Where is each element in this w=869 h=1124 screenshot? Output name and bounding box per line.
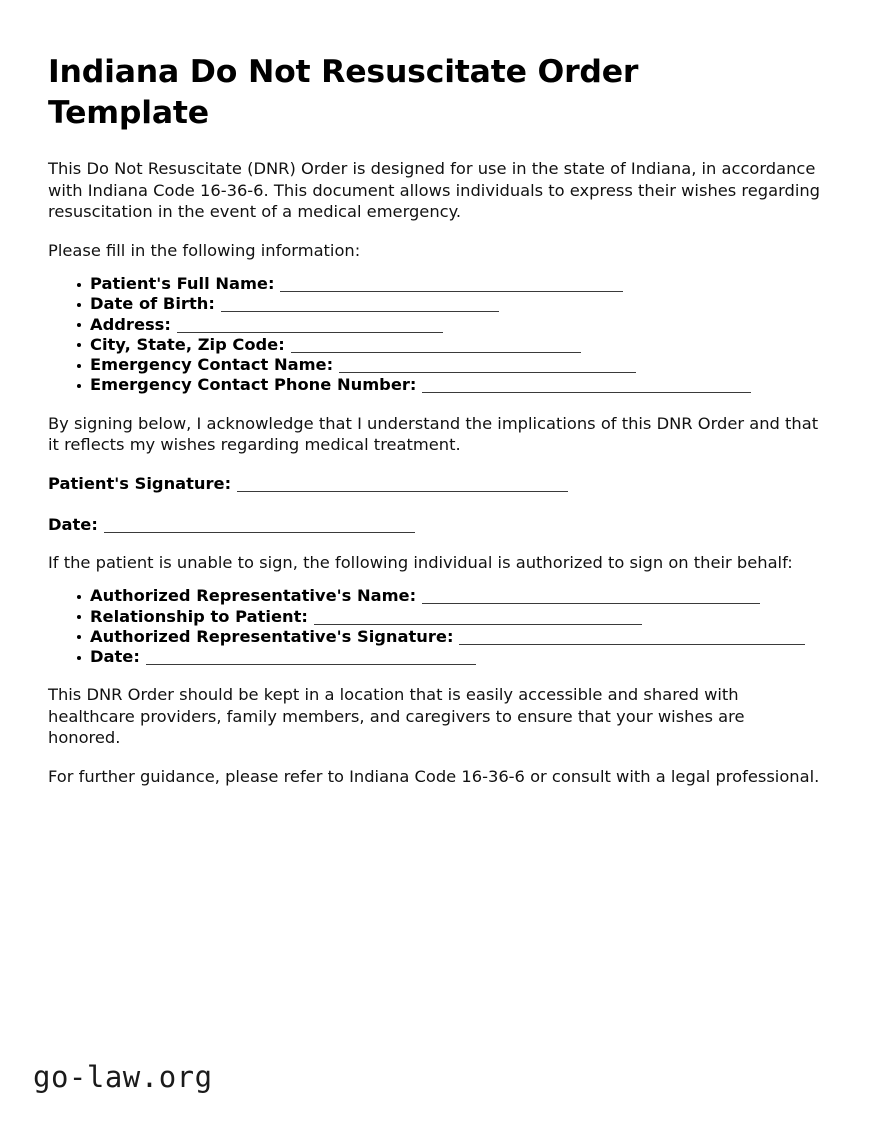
storage-paragraph: This DNR Order should be kept in a location that is easily accessible and shared with healthcare providers, family members, and caregivers to ensure that your wishes are honored. <box>48 685 745 748</box>
intro-paragraph: This Do Not Resuscitate (DNR) Order is designed for use in the state of Indiana, in accordance with Indiana Code 16-36-6. This document allows individuals to express their wishes regarding resuscitation in the event of a medical emergency. <box>48 159 821 221</box>
list-item[interactable] <box>48 375 820 395</box>
patient-field-rule[interactable] <box>339 372 636 373</box>
list-item[interactable] <box>48 647 820 667</box>
list-item[interactable] <box>48 335 820 355</box>
patient-date-label: Date: <box>48 514 98 534</box>
patient-signature-rule[interactable] <box>237 491 568 492</box>
spacer <box>48 396 820 413</box>
patient-signature-label: Patient's Signature: <box>48 473 232 493</box>
spacer <box>48 573 820 586</box>
spacer <box>48 134 820 158</box>
patient-field-label: City, State, Zip Code: <box>90 334 285 354</box>
acknowledgement-paragraph: By signing below, I acknowledge that I understand the implications of this DNR Order and that it reflects my wishes regarding medical treatment. <box>48 413 819 455</box>
patient-field-rule[interactable] <box>177 332 443 333</box>
list-item[interactable] <box>48 294 820 314</box>
patient-field-rule[interactable] <box>291 352 581 353</box>
patient-field-label: Patient's Full Name: <box>90 274 275 293</box>
list-item[interactable] <box>48 355 820 375</box>
site-watermark: go-law.org <box>33 1060 213 1094</box>
patient-field-rule[interactable] <box>221 311 499 312</box>
patient-date-field[interactable] <box>48 514 820 535</box>
patient-field-label: Date of Birth: <box>90 294 215 314</box>
fill-instruction-paragraph: Please fill in the following information: <box>48 240 361 260</box>
representative-field-rule[interactable] <box>422 603 760 604</box>
patient-field-label: Emergency Contact Name: <box>90 355 334 375</box>
spacer <box>48 749 820 766</box>
patient-date-rule[interactable] <box>104 532 415 533</box>
guidance-paragraph: For further guidance, please refer to Indiana Code 16-36-6 or consult with a legal professional. <box>48 766 820 786</box>
list-item[interactable] <box>48 274 820 294</box>
representative-field-rule[interactable] <box>146 664 476 665</box>
representative-field-rule[interactable] <box>459 644 805 645</box>
representative-paragraph: If the patient is unable to sign, the following individual is authorized to sign on their behalf: <box>48 552 793 572</box>
spacer <box>48 456 820 473</box>
page-title: Indiana Do Not Resuscitate Order Template <box>48 54 639 131</box>
patient-field-rule[interactable] <box>280 291 623 292</box>
patient-field-label: Address: <box>90 314 171 334</box>
spacer <box>48 667 820 684</box>
list-item[interactable] <box>48 607 820 627</box>
patient-fields-list <box>48 274 820 396</box>
patient-signature-field[interactable] <box>48 473 820 494</box>
list-item[interactable] <box>48 315 820 335</box>
representative-field-label: Relationship to Patient: <box>90 606 308 626</box>
spacer <box>48 223 820 240</box>
patient-field-label: Emergency Contact Phone Number: <box>90 375 417 395</box>
spacer <box>48 261 820 274</box>
representative-field-label: Authorized Representative's Signature: <box>90 626 454 646</box>
representative-fields-list <box>48 586 820 667</box>
list-item[interactable] <box>48 586 820 606</box>
spacer <box>48 535 820 552</box>
spacer <box>48 494 820 514</box>
representative-field-label: Authorized Representative's Name: <box>90 586 417 606</box>
document-content <box>48 52 820 787</box>
representative-field-rule[interactable] <box>314 624 642 625</box>
patient-field-rule[interactable] <box>422 392 751 393</box>
representative-field-label: Date: <box>90 647 140 667</box>
list-item[interactable] <box>48 627 820 647</box>
